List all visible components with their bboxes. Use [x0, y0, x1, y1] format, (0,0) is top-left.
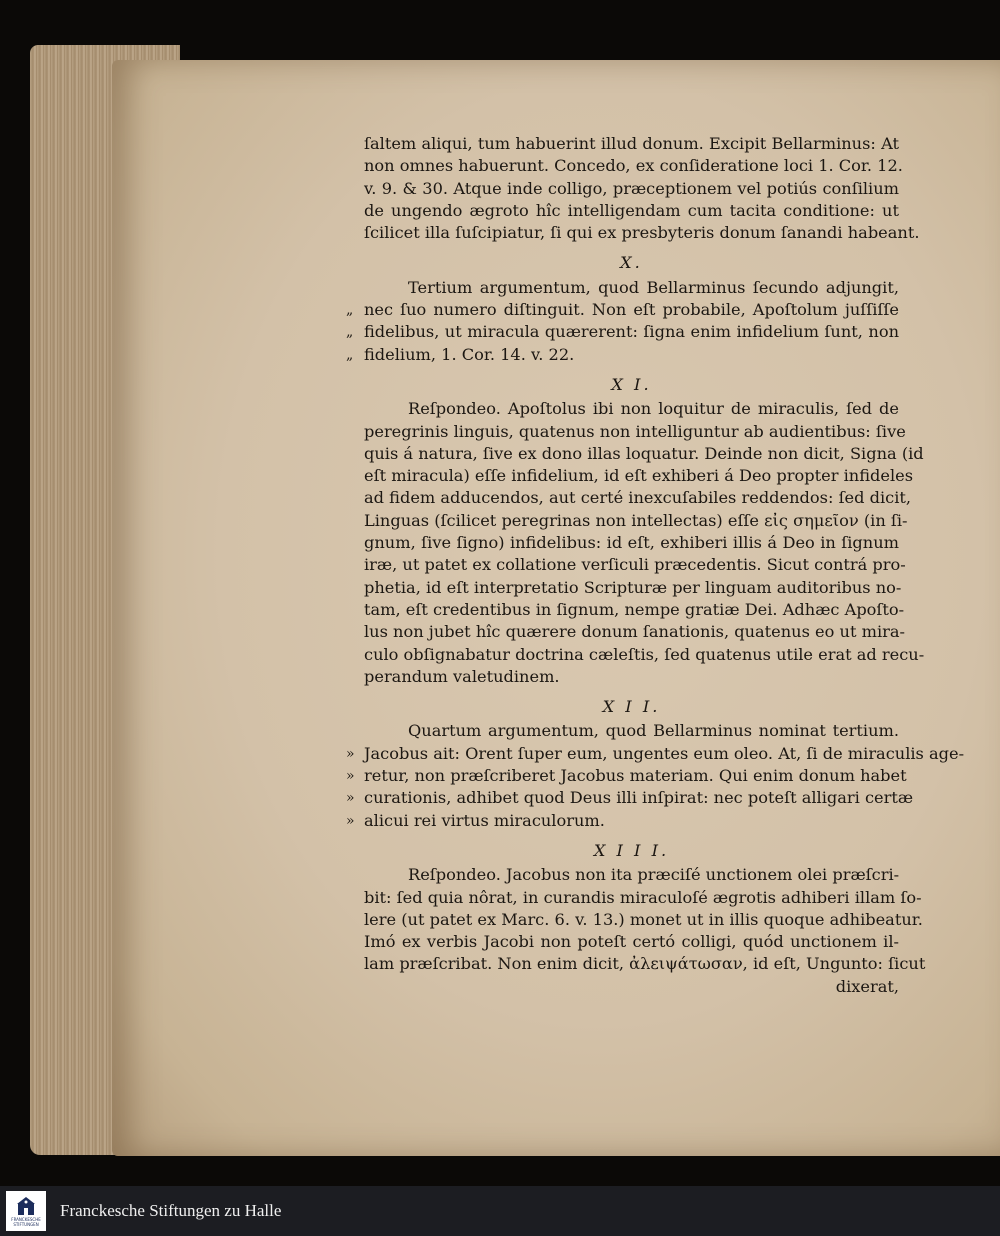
text-line [364, 443, 924, 465]
text-line-content: tam, eſt credentibus in ſignum, nempe gratiæ Dei. Adhæc Apoſto- [364, 599, 905, 619]
text-line-content: peregrinis linguis, quatenus non intelliguntur ab audientibus: ſive [364, 421, 906, 441]
building-icon [15, 1195, 37, 1217]
catchword: dixerat, [835, 976, 899, 996]
text-line-content: quis á natura, ſive ex dono illas loquatur. Deinde non dicit, Signa (id [364, 443, 924, 463]
text-line [346, 344, 899, 366]
text-line-content: nec ſuo numero diſtinguit. Non eſt probabile, Apoſtolum juſſiſſe [364, 300, 899, 320]
section-heading-x: X. [620, 253, 643, 273]
text-line [364, 931, 899, 953]
text-line-content: de ungendo ægroto hîc intelligendam cum tacita conditione: ut [364, 200, 899, 220]
text-line [346, 810, 899, 832]
text-line [364, 720, 899, 742]
text-line [346, 321, 899, 343]
text-line-content: perandum valetudinem. [364, 666, 560, 686]
text-line-content: lus non jubet hîc quærere donum ſanationis, quatenus eo ut mira- [364, 622, 905, 642]
quote-mark: „ [346, 346, 354, 363]
text-line [364, 554, 906, 576]
text-line [346, 743, 965, 765]
text-line-content: curationis, adhibet quod Deus illi inſpirat: nec poteſt alligari certæ [364, 788, 914, 808]
section-heading-xi: X I. [611, 374, 652, 394]
footer-bar [0, 1186, 1000, 1236]
section-heading-xiii: X I I I. [593, 840, 670, 860]
text-line-content: alicui rei virtus miraculorum. [364, 810, 605, 830]
text-line [364, 909, 923, 931]
text-line [364, 222, 920, 244]
text-line [364, 599, 905, 621]
text-line [364, 666, 899, 688]
text-line-content: ſaltem aliqui, tum habuerint illud donum. Excipit Bellarminus: At [364, 134, 899, 153]
text-line [364, 487, 912, 509]
page-text-block [346, 133, 965, 998]
text-line [364, 465, 914, 487]
text-line-content: eſt miracula) eſſe infidelium, id eſt exhiberi á Deo propter infideles [364, 466, 914, 486]
text-line-content: non omnes habuerunt. Concedo, ex conſideratione loci 1. Cor. 12. [364, 156, 903, 176]
text-line [364, 532, 899, 554]
text-line-content: retur, non præſcriberet Jacobus materiam. Qui enim donum habet [364, 766, 907, 786]
text-line-content: Linguas (ſcilicet peregrinas non intellectas) eſſe εἰς σημεῖον (in ſi- [364, 510, 908, 530]
quote-mark: » [346, 812, 355, 829]
text-line [364, 421, 906, 443]
text-line [364, 953, 926, 975]
text-line-content: fidelibus, ut miracula quærerent: ſigna enim infidelium ſunt, non [364, 322, 899, 342]
intro-paragraph [364, 133, 920, 244]
logo-caption-1: FRANCKESCHE [11, 1217, 41, 1222]
text-line-content: Tertium argumentum, quod Bellarminus ſecundo adjungit, [408, 277, 899, 297]
footer-title: Franckesche Stiftungen zu Halle [60, 1201, 282, 1220]
text-line [364, 510, 908, 532]
text-line-content: fidelium, 1. Cor. 14. v. 22. [364, 344, 575, 364]
text-line [364, 577, 902, 599]
text-line [364, 398, 899, 420]
text-line [364, 621, 905, 643]
text-line-content: Quartum argumentum, quod Bellarminus nominat tertium. [408, 721, 899, 741]
text-line-content: iræ, ut patet ex collatione verſiculi præcedentis. Sicut contrá pro- [364, 555, 906, 575]
text-line-content: lam præſcribat. Non enim dicit, ἀλειψάτωσαν, id eſt, Ungunto: ſicut [364, 954, 926, 974]
text-line [346, 299, 899, 321]
logo-caption-2: STIFTUNGEN [13, 1222, 39, 1227]
text-line-content: Reſpondeo. Apoſtolus ibi non loquitur de miraculis, ſed de [408, 399, 899, 419]
text-line [346, 765, 907, 787]
quote-mark: » [346, 745, 355, 762]
text-line-content: phetia, id eſt interpretatio Scripturæ per linguam auditoribus no- [364, 577, 902, 597]
text-line [364, 277, 899, 299]
text-line [364, 887, 922, 909]
section-xii-paragraph [346, 720, 965, 831]
quote-mark: „ [346, 302, 354, 319]
text-line-content: bit: ſed quia nôrat, in curandis miraculoſé ægrotis adhiberi illam ſo- [364, 887, 922, 907]
text-line-content: Imó ex verbis Jacobi non poteſt certó colligi, quód unctionem il- [364, 932, 899, 952]
text-line [364, 644, 925, 666]
text-line-content: ad fidem adducendos, aut certé inexcuſabiles reddendos: ſed dicit, [364, 488, 912, 508]
text-line-content: lere (ut patet ex Marc. 6. v. 13.) monet ut in illis quoque adhibeatur. [364, 909, 923, 929]
text-line-content: gnum, ſive ſigno) infidelibus: id eſt, exhiberi illis á Deo in ſignum [364, 533, 899, 553]
text-line-content: Reſpondeo. Jacobus non ita præciſé unctionem olei præſcri- [408, 865, 900, 885]
text-line-content: v. 9. & 30. Atque inde colligo, præceptionem vel potiús conſilium [364, 178, 899, 198]
section-heading-xii: X I I. [602, 697, 661, 717]
text-line-content: ſcilicet illa ſuſcipiatur, ſi qui ex presbyteris donum ſanandi habeant. [364, 223, 920, 243]
section-xi-paragraph [364, 398, 925, 688]
text-line-content: culo obſignabatur doctrina cæleſtis, ſed quatenus utile erat ad recu- [364, 644, 925, 664]
text-line-content: Jacobus ait: Orent ſuper eum, ungentes eum oleo. At, ſi de miraculis age- [364, 743, 965, 763]
text-line [364, 155, 903, 177]
section-x-paragraph [346, 277, 899, 366]
quote-mark: » [346, 790, 355, 807]
text-line [364, 133, 899, 155]
francke-logo[interactable] [6, 1191, 46, 1231]
text-line [364, 178, 899, 200]
quote-mark: » [346, 768, 355, 785]
section-xiii-paragraph [364, 864, 926, 975]
text-line [364, 864, 899, 886]
text-line [364, 200, 899, 222]
text-line [346, 787, 914, 809]
quote-mark: „ [346, 324, 354, 341]
